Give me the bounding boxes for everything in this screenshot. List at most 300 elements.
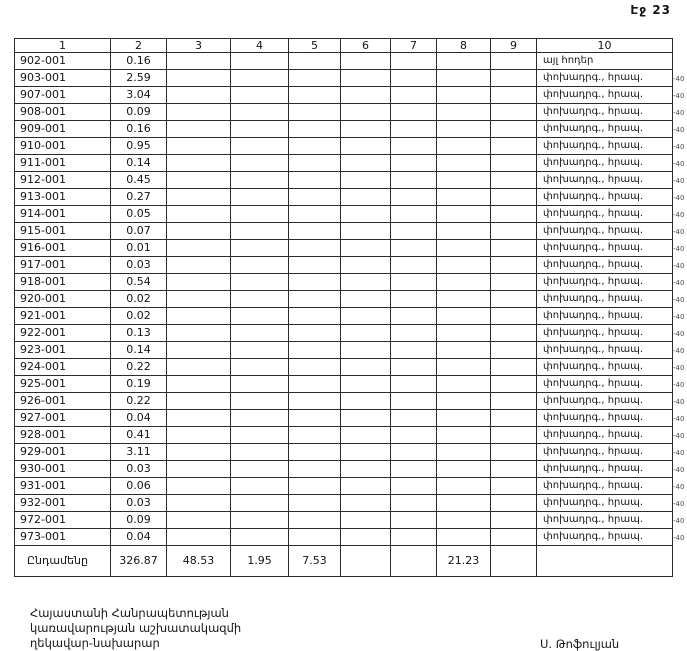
row-empty-cell	[391, 478, 437, 495]
margin-mark: -40	[673, 415, 685, 423]
row-empty-cell	[167, 274, 231, 291]
row-empty-cell	[391, 495, 437, 512]
row-empty-cell	[391, 104, 437, 121]
row-empty-cell	[491, 189, 537, 206]
row-empty-cell	[391, 461, 437, 478]
row-empty-cell	[231, 87, 289, 104]
row-empty-cell	[391, 512, 437, 529]
row-empty-cell	[341, 206, 391, 223]
row-value: 3.04	[111, 87, 167, 104]
row-empty-cell	[167, 257, 231, 274]
margin-mark: -40	[673, 245, 685, 253]
row-empty-cell	[341, 291, 391, 308]
row-empty-cell	[167, 189, 231, 206]
footer-block	[30, 606, 241, 651]
row-value: 0.04	[111, 410, 167, 427]
row-code: 916-001	[15, 240, 111, 257]
row-code: 972-001	[15, 512, 111, 529]
row-empty-cell	[289, 495, 341, 512]
row-description: փոխադրգ., հրապ.	[537, 104, 673, 121]
row-empty-cell	[231, 512, 289, 529]
row-empty-cell	[437, 444, 491, 461]
table-row	[15, 240, 673, 257]
footer-line-3: ղեկավար-նախարար	[30, 636, 160, 650]
row-empty-cell	[289, 53, 341, 70]
margin-mark: -40	[673, 228, 685, 236]
row-empty-cell	[437, 104, 491, 121]
row-code: 932-001	[15, 495, 111, 512]
row-empty-cell	[391, 393, 437, 410]
row-empty-cell	[437, 189, 491, 206]
column-header-3: 3	[167, 39, 231, 53]
row-empty-cell	[437, 223, 491, 240]
row-empty-cell	[491, 257, 537, 274]
row-description: փոխադրգ., հրապ.	[537, 223, 673, 240]
row-value: 0.03	[111, 461, 167, 478]
row-value: 0.19	[111, 376, 167, 393]
row-empty-cell	[289, 427, 341, 444]
row-empty-cell	[167, 495, 231, 512]
row-empty-cell	[167, 444, 231, 461]
table-row	[15, 206, 673, 223]
column-header-7: 7	[391, 39, 437, 53]
table-row	[15, 342, 673, 359]
row-empty-cell	[167, 529, 231, 546]
row-empty-cell	[231, 206, 289, 223]
totals-value-col-2: 326.87	[111, 546, 167, 577]
row-value: 0.01	[111, 240, 167, 257]
row-value: 0.45	[111, 172, 167, 189]
totals-value-col-8: 21.23	[437, 546, 491, 577]
row-empty-cell	[289, 138, 341, 155]
footer-line-2: կառավարության աշխատակազմի	[30, 621, 242, 635]
margin-marks-column	[673, 71, 686, 547]
row-description: փոխադրգ., հրապ.	[537, 121, 673, 138]
row-empty-cell	[491, 291, 537, 308]
row-description: փոխադրգ., հրապ.	[537, 461, 673, 478]
row-description: փոխադրգ., հրապ.	[537, 240, 673, 257]
table-row	[15, 121, 673, 138]
totals-value-col-5: 7.53	[289, 546, 341, 577]
row-empty-cell	[167, 206, 231, 223]
row-empty-cell	[391, 257, 437, 274]
table-row	[15, 308, 673, 325]
row-empty-cell	[391, 172, 437, 189]
row-value: 0.22	[111, 393, 167, 410]
row-empty-cell	[231, 155, 289, 172]
row-empty-cell	[167, 53, 231, 70]
row-description: փոխադրգ., հրապ.	[537, 495, 673, 512]
row-code: 923-001	[15, 342, 111, 359]
row-empty-cell	[437, 240, 491, 257]
row-description: փոխադրգ., հրապ.	[537, 257, 673, 274]
row-empty-cell	[491, 104, 537, 121]
table-row	[15, 189, 673, 206]
row-description: փոխադրգ., հրապ.	[537, 393, 673, 410]
row-empty-cell	[167, 223, 231, 240]
row-empty-cell	[491, 529, 537, 546]
row-empty-cell	[437, 206, 491, 223]
row-empty-cell	[289, 325, 341, 342]
margin-mark: -40	[673, 313, 685, 321]
row-empty-cell	[491, 240, 537, 257]
row-code: 913-001	[15, 189, 111, 206]
row-code: 914-001	[15, 206, 111, 223]
table-row	[15, 410, 673, 427]
row-empty-cell	[491, 359, 537, 376]
margin-mark: -40	[673, 483, 685, 491]
row-empty-cell	[341, 138, 391, 155]
row-description: փոխադրգ., հրապ.	[537, 376, 673, 393]
row-description: փոխադրգ., հրապ.	[537, 291, 673, 308]
table-row	[15, 223, 673, 240]
row-value: 0.14	[111, 342, 167, 359]
row-empty-cell	[491, 393, 537, 410]
row-empty-cell	[167, 427, 231, 444]
row-code: 917-001	[15, 257, 111, 274]
row-empty-cell	[341, 393, 391, 410]
row-empty-cell	[289, 393, 341, 410]
column-header-10: 10	[537, 39, 673, 53]
row-empty-cell	[341, 359, 391, 376]
row-empty-cell	[167, 393, 231, 410]
table-row	[15, 53, 673, 70]
row-code: 928-001	[15, 427, 111, 444]
row-code: 918-001	[15, 274, 111, 291]
row-code: 910-001	[15, 138, 111, 155]
table-row	[15, 512, 673, 529]
signature-name: Ս. Թոֆուլյան	[540, 637, 620, 651]
row-empty-cell	[231, 376, 289, 393]
row-empty-cell	[231, 240, 289, 257]
row-empty-cell	[491, 87, 537, 104]
margin-mark: -40	[673, 160, 685, 168]
row-description: փոխադրգ., հրապ.	[537, 325, 673, 342]
row-empty-cell	[167, 512, 231, 529]
row-value: 0.22	[111, 359, 167, 376]
table-header-row	[15, 39, 673, 53]
margin-mark: -40	[673, 381, 685, 389]
row-empty-cell	[231, 53, 289, 70]
margin-mark: -40	[673, 330, 685, 338]
row-empty-cell	[167, 104, 231, 121]
totals-label: Ընդամենը	[15, 546, 111, 577]
row-empty-cell	[231, 274, 289, 291]
row-empty-cell	[289, 410, 341, 427]
row-empty-cell	[391, 444, 437, 461]
row-empty-cell	[391, 325, 437, 342]
row-description: փոխադրգ., հրապ.	[537, 274, 673, 291]
row-value: 0.02	[111, 291, 167, 308]
row-empty-cell	[391, 189, 437, 206]
row-empty-cell	[391, 427, 437, 444]
row-empty-cell	[231, 308, 289, 325]
row-value: 0.07	[111, 223, 167, 240]
row-empty-cell	[437, 359, 491, 376]
row-code: 927-001	[15, 410, 111, 427]
row-value: 0.09	[111, 104, 167, 121]
row-code: 920-001	[15, 291, 111, 308]
row-empty-cell	[391, 70, 437, 87]
row-code: 915-001	[15, 223, 111, 240]
row-empty-cell	[167, 325, 231, 342]
footer-line-1: Հայաստանի Հանրապետության	[30, 606, 229, 620]
margin-mark: -40	[673, 500, 685, 508]
row-empty-cell	[289, 206, 341, 223]
row-empty-cell	[289, 512, 341, 529]
row-empty-cell	[437, 342, 491, 359]
row-empty-cell	[341, 325, 391, 342]
row-empty-cell	[491, 223, 537, 240]
row-empty-cell	[289, 342, 341, 359]
column-header-6: 6	[341, 39, 391, 53]
row-empty-cell	[437, 529, 491, 546]
row-empty-cell	[231, 138, 289, 155]
row-empty-cell	[341, 121, 391, 138]
row-empty-cell	[289, 87, 341, 104]
row-value: 0.03	[111, 257, 167, 274]
row-empty-cell	[289, 529, 341, 546]
row-empty-cell	[491, 427, 537, 444]
row-empty-cell	[231, 325, 289, 342]
margin-mark: -40	[673, 517, 685, 525]
table-row	[15, 393, 673, 410]
row-empty-cell	[167, 138, 231, 155]
row-empty-cell	[231, 444, 289, 461]
totals-row	[15, 546, 673, 577]
table-row	[15, 478, 673, 495]
table-row	[15, 138, 673, 155]
row-description: փոխադրգ., հրապ.	[537, 444, 673, 461]
row-empty-cell	[491, 478, 537, 495]
row-value: 0.04	[111, 529, 167, 546]
row-empty-cell	[391, 87, 437, 104]
row-empty-cell	[289, 308, 341, 325]
page-number: Էջ 23	[630, 3, 671, 17]
row-description: այլ հոդեր	[537, 53, 673, 70]
row-empty-cell	[231, 410, 289, 427]
row-value: 0.03	[111, 495, 167, 512]
table-row	[15, 70, 673, 87]
row-empty-cell	[391, 410, 437, 427]
row-empty-cell	[437, 410, 491, 427]
row-empty-cell	[289, 155, 341, 172]
row-empty-cell	[341, 427, 391, 444]
row-empty-cell	[289, 70, 341, 87]
row-code: 908-001	[15, 104, 111, 121]
row-empty-cell	[437, 461, 491, 478]
row-empty-cell	[231, 461, 289, 478]
margin-mark: -40	[673, 109, 685, 117]
margin-mark: -40	[673, 75, 685, 83]
margin-mark: -40	[673, 466, 685, 474]
table-row	[15, 427, 673, 444]
table-row	[15, 155, 673, 172]
row-empty-cell	[391, 53, 437, 70]
row-empty-cell	[167, 172, 231, 189]
margin-mark: -40	[673, 364, 685, 372]
row-empty-cell	[341, 308, 391, 325]
row-empty-cell	[437, 393, 491, 410]
row-empty-cell	[437, 512, 491, 529]
row-empty-cell	[491, 206, 537, 223]
row-empty-cell	[437, 291, 491, 308]
row-empty-cell	[341, 512, 391, 529]
row-empty-cell	[491, 121, 537, 138]
table-row	[15, 461, 673, 478]
totals-value-col-10	[537, 546, 673, 577]
row-empty-cell	[341, 155, 391, 172]
table-row	[15, 274, 673, 291]
row-empty-cell	[289, 257, 341, 274]
row-empty-cell	[289, 444, 341, 461]
column-header-1: 1	[15, 39, 111, 53]
table-row	[15, 325, 673, 342]
row-empty-cell	[491, 53, 537, 70]
row-empty-cell	[167, 461, 231, 478]
row-empty-cell	[341, 223, 391, 240]
margin-mark: -40	[673, 92, 685, 100]
row-code: 903-001	[15, 70, 111, 87]
margin-mark: -40	[673, 126, 685, 134]
row-empty-cell	[437, 308, 491, 325]
margin-mark: -40	[673, 262, 685, 270]
row-empty-cell	[391, 240, 437, 257]
row-empty-cell	[231, 189, 289, 206]
row-empty-cell	[341, 529, 391, 546]
row-empty-cell	[391, 291, 437, 308]
table-row	[15, 376, 673, 393]
row-code: 924-001	[15, 359, 111, 376]
row-empty-cell	[341, 189, 391, 206]
row-empty-cell	[167, 308, 231, 325]
row-empty-cell	[437, 53, 491, 70]
row-empty-cell	[491, 376, 537, 393]
row-empty-cell	[231, 393, 289, 410]
row-empty-cell	[231, 427, 289, 444]
margin-mark: -40	[673, 432, 685, 440]
totals-value-col-3: 48.53	[167, 546, 231, 577]
row-empty-cell	[391, 376, 437, 393]
row-empty-cell	[289, 240, 341, 257]
row-empty-cell	[231, 121, 289, 138]
row-empty-cell	[341, 461, 391, 478]
row-empty-cell	[437, 495, 491, 512]
row-code: 925-001	[15, 376, 111, 393]
row-empty-cell	[391, 529, 437, 546]
row-code: 929-001	[15, 444, 111, 461]
row-code: 926-001	[15, 393, 111, 410]
row-empty-cell	[341, 274, 391, 291]
margin-mark: -40	[673, 398, 685, 406]
margin-mark: -40	[673, 449, 685, 457]
row-empty-cell	[231, 342, 289, 359]
row-empty-cell	[231, 359, 289, 376]
row-empty-cell	[167, 342, 231, 359]
table-row	[15, 257, 673, 274]
row-value: 0.09	[111, 512, 167, 529]
column-header-4: 4	[231, 39, 289, 53]
row-description: փոխադրգ., հրապ.	[537, 342, 673, 359]
row-empty-cell	[231, 529, 289, 546]
row-empty-cell	[231, 495, 289, 512]
row-value: 0.14	[111, 155, 167, 172]
row-empty-cell	[341, 342, 391, 359]
row-description: փոխադրգ., հրապ.	[537, 155, 673, 172]
row-description: փոխադրգ., հրապ.	[537, 359, 673, 376]
row-description: փոխադրգ., հրապ.	[537, 308, 673, 325]
row-empty-cell	[437, 87, 491, 104]
row-empty-cell	[437, 121, 491, 138]
table-row	[15, 291, 673, 308]
row-description: փոխադրգ., հրապ.	[537, 410, 673, 427]
row-empty-cell	[391, 274, 437, 291]
row-empty-cell	[491, 308, 537, 325]
row-empty-cell	[289, 104, 341, 121]
table-row	[15, 172, 673, 189]
row-code: 902-001	[15, 53, 111, 70]
row-code: 930-001	[15, 461, 111, 478]
row-empty-cell	[491, 138, 537, 155]
row-empty-cell	[341, 376, 391, 393]
row-value: 3.11	[111, 444, 167, 461]
row-empty-cell	[231, 104, 289, 121]
row-empty-cell	[341, 172, 391, 189]
row-value: 0.02	[111, 308, 167, 325]
row-empty-cell	[391, 342, 437, 359]
row-empty-cell	[231, 478, 289, 495]
row-empty-cell	[491, 172, 537, 189]
row-empty-cell	[391, 308, 437, 325]
row-empty-cell	[167, 291, 231, 308]
row-empty-cell	[289, 376, 341, 393]
table-row	[15, 444, 673, 461]
row-empty-cell	[341, 478, 391, 495]
margin-mark: -40	[673, 279, 685, 287]
row-empty-cell	[289, 359, 341, 376]
row-empty-cell	[167, 121, 231, 138]
table-row	[15, 104, 673, 121]
row-code: 922-001	[15, 325, 111, 342]
table-row	[15, 495, 673, 512]
row-empty-cell	[289, 478, 341, 495]
column-header-5: 5	[289, 39, 341, 53]
row-code: 911-001	[15, 155, 111, 172]
row-empty-cell	[491, 512, 537, 529]
margin-mark: -40	[673, 347, 685, 355]
row-empty-cell	[167, 240, 231, 257]
row-empty-cell	[437, 376, 491, 393]
margin-mark: -40	[673, 143, 685, 151]
row-empty-cell	[491, 155, 537, 172]
row-empty-cell	[167, 359, 231, 376]
row-description: փոխադրգ., հրապ.	[537, 138, 673, 155]
row-value: 0.13	[111, 325, 167, 342]
row-description: փոխադրգ., հրապ.	[537, 427, 673, 444]
row-empty-cell	[341, 240, 391, 257]
row-description: փոխադրգ., հրապ.	[537, 189, 673, 206]
row-empty-cell	[231, 172, 289, 189]
row-empty-cell	[391, 359, 437, 376]
row-description: փոխադրգ., հրապ.	[537, 478, 673, 495]
row-empty-cell	[167, 70, 231, 87]
row-empty-cell	[167, 155, 231, 172]
row-empty-cell	[391, 223, 437, 240]
row-empty-cell	[231, 70, 289, 87]
row-empty-cell	[289, 223, 341, 240]
row-value: 0.06	[111, 478, 167, 495]
row-empty-cell	[167, 87, 231, 104]
